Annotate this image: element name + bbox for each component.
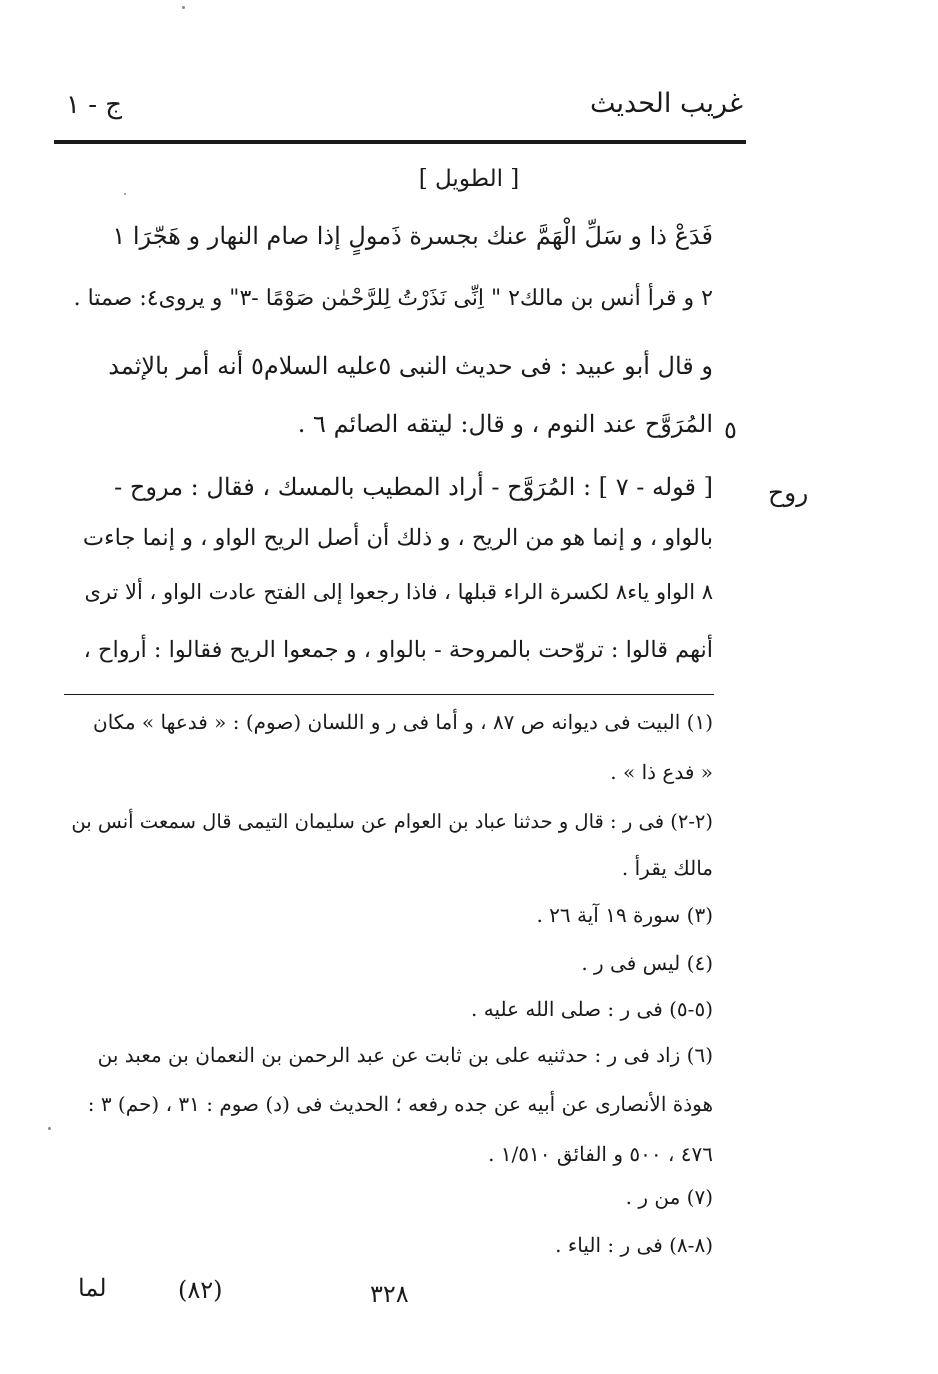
footnote-line: (٢-٢) فی ر : قال و حدثنا عباد بن العوام عن سليمان التيمی قال سمعت أنس بن	[71, 810, 713, 833]
footnote-line: مالك يقرأ .	[621, 856, 713, 880]
poem-verse: فَدَعْ ذا و سَلِّ الْهَمَّ عنك بجسرة ذَمولٍ إذا صام النهار و هَجّرَا ١	[112, 222, 713, 250]
meter-label: [ الطويل ]	[418, 166, 520, 192]
footnote-line: (٨-٨) فی ر : الياء .	[555, 1233, 713, 1257]
margin-keyword: روح	[768, 478, 809, 507]
footnote-line: (٥-٥) فی ر : صلى الله عليه .	[471, 997, 713, 1021]
page-number: ٣٢٨	[370, 1280, 409, 1308]
section-mark: (٨٢)	[178, 1276, 223, 1304]
catchword: لما	[78, 1274, 107, 1302]
running-title: غريب الحديث	[590, 88, 743, 119]
body-line: ٢ و قرأ أنس بن مالك٢ " اِنِّی نَذَرْتُ لِلرَّحْمٰن صَوْمًا -٣" و يروى٤: صمتا .	[73, 286, 713, 311]
scan-speck	[124, 193, 126, 195]
scan-speck	[48, 1127, 51, 1130]
scan-speck	[182, 6, 185, 9]
header-rule	[54, 140, 746, 144]
line-number: ٥	[724, 416, 737, 444]
footnote-rule	[64, 694, 714, 695]
footnote-line: (١) البيت فی ديوانه ص ٨٧ ، و أما فی ر و اللسان (صوم) : « فدعها » مكان	[93, 710, 713, 734]
body-line: [ قوله - ٧ ] : المُرَوَّح - أراد المطيب بالمسك ، فقال : مروح -	[114, 473, 713, 501]
body-line: أنهم قالوا : تروّحت بالمروحة - بالواو ، و جمعوا الريح فقالوا : أرواح ،	[83, 637, 713, 663]
body-line: المُرَوَّح عند النوم ، و قال: ليتقه الصائم ٦ .	[297, 410, 713, 438]
footnote-line: « فدع ذا » .	[610, 760, 713, 784]
footnote-line: (٦) زاد فی ر : حدثنيه علی بن ثابت عن عبد الرحمن بن النعمان بن معبد بن	[97, 1043, 713, 1067]
footnote-line: (٤) ليس فی ر .	[581, 951, 713, 975]
footnote-line: (٧) من ر .	[625, 1185, 713, 1209]
body-line: و قال أبو عبيد : فی حديث النبی ٥عليه السلام٥ أنه أمر بالإثمد	[108, 352, 713, 380]
body-line: بالواو ، و إنما هو من الريح ، و ذلك أن أصل الريح الواو ، و إنما جاءت	[82, 525, 713, 551]
footnote-line: هوذة الأنصاری عن أبيه عن جده رفعه ؛ الحديث فی (د) صوم : ٣١ ، (حم) ٣ :	[87, 1092, 713, 1116]
footnote-line: (٣) سورة ١٩ آية ٢٦ .	[536, 903, 713, 927]
volume-label: ج - ١	[66, 90, 123, 120]
footnote-line: ٤٧٦ ، ٥٠٠ و الفائق ١/٥١٠ .	[488, 1142, 713, 1166]
body-line: ٨ الواو ياء٨ لكسرة الراء قبلها ، فاذا رجعوا إلى الفتح عادت الواو ، ألا ترى	[84, 580, 713, 604]
